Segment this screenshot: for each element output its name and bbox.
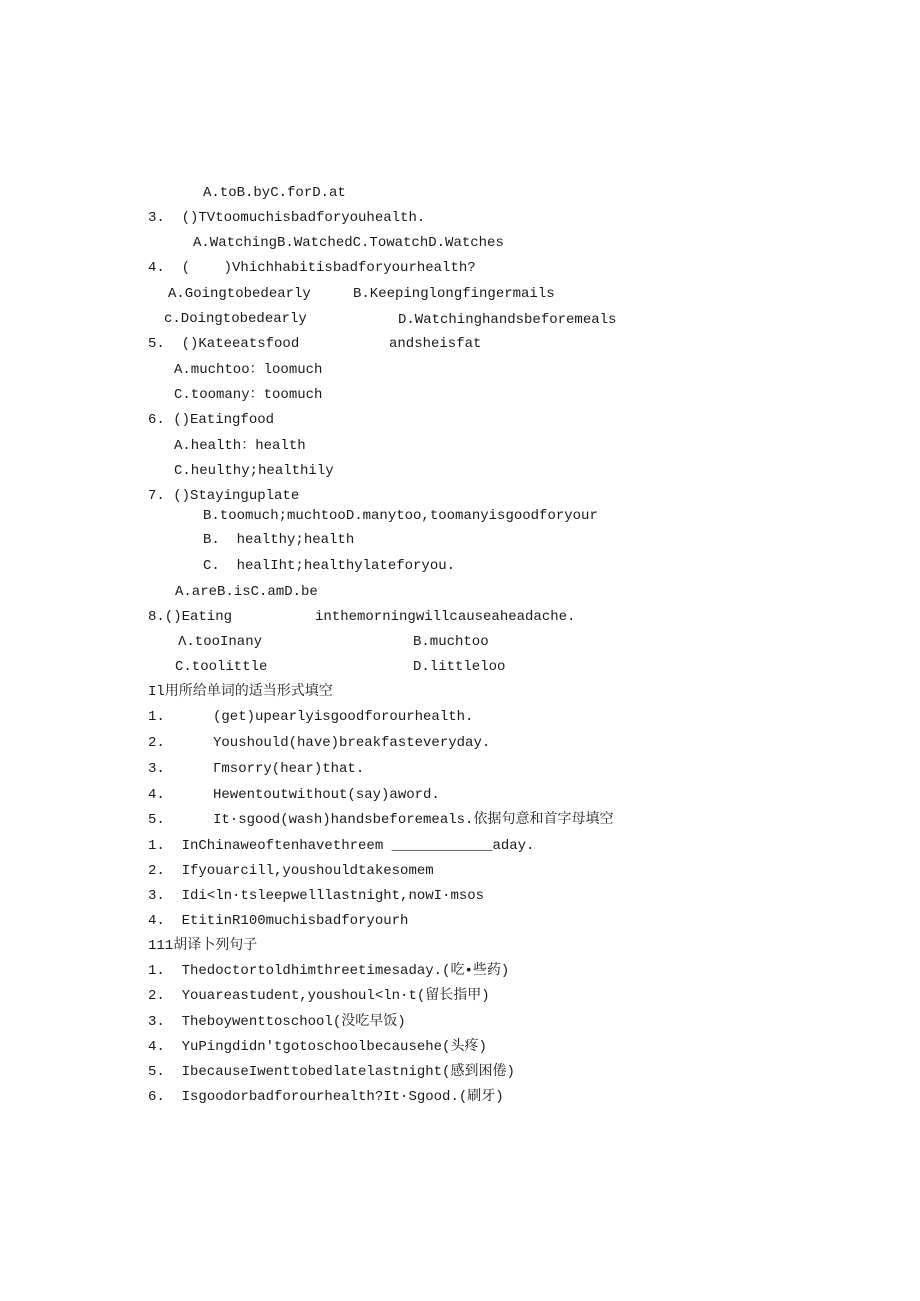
section2-item-text: It·sgood(wash)handsbeforemeals.依据句意和首字母填空 [213,812,614,828]
q6-option-c: C.heulthy;healthily [174,463,334,479]
section2-item-text: (get)upearlyisgoodforourhealth. [213,709,474,725]
fill-item: 2. Ifyouarcill,youshouldtakesomem [148,863,434,879]
q8-stem: 8.()Eating [148,609,233,625]
translate-item: 6. Isgoodorbadforourhealth?It·Sgood.(刷牙) [148,1089,504,1105]
section2-item-text: Hewentoutwithout(say)aword. [213,787,440,803]
section2-item-num: 2. [148,735,165,751]
section2-item-text: Γmsorry(hear)that. [213,761,365,777]
translate-item: 3. Theboywenttoschool(没吃早饭) [148,1014,406,1030]
section2-item-num: 3. [148,761,165,777]
q5-stem: 5. ()Kateeatsfood [148,336,300,352]
q3-stem: 3. ()TVtoomuchisbadforyouhealth. [148,210,426,226]
fill-item: 1. InChinaweoftenhavethreem ____________aday. [148,838,535,854]
q2-options: A.toB.byC.forD.at [203,185,346,201]
q7-option-c: C. healIht;healthylateforyou. [203,558,456,574]
translate-item: 4. YuPingdidn'tgotoschoolbecausehe(头疼) [148,1039,487,1055]
q8-option-b: B.muchtoo [413,634,489,650]
q7-stem: 7. ()Stayinguplate [148,488,300,504]
q8-stem-tail: inthemorningwillcauseaheadache. [315,609,576,625]
q4-stem: 4. ( )Vhichhabitisbadforyourhealth? [148,260,476,276]
q8-option-a: Λ.tooInany [178,634,263,650]
section3-title: 111胡译卜列句子 [148,938,258,954]
q4-option-c: c.Doingtobedearly [164,311,307,327]
translate-item: 1. Thedoctortoldhimthreetimesaday.(吃•些药) [148,963,510,979]
section2-item-num: 1. [148,709,165,725]
q6-option-a: A.health：health [174,438,306,454]
section2-title: Il用所给单词的适当形式填空 [148,684,333,700]
translate-item: 2. Youareastudent,youshoul<ln·t(留长指甲) [148,988,490,1004]
q5-stem-tail: andsheisfat [389,336,482,352]
section2-item-text: Youshould(have)breakfasteveryday. [213,735,491,751]
q6-stem: 6. ()Eatingfood [148,412,275,428]
q3-options: A.WatchingB.WatchedC.TowatchD.Watches [193,235,504,251]
q7-option-b2: B. healthy;health [203,532,355,548]
q8-option-d: D.littleloo [413,659,506,675]
q4-option-d: D.Watchinghandsbeforemeals [398,312,617,328]
q8-option-c: C.toolittle [175,659,268,675]
q5-option-a: A.muchtoo：loomuch [174,362,323,378]
q7-option-a: A.areB.isC.amD.be [175,584,318,600]
section2-item-num: 5. [148,812,165,828]
q4-option-b: B.Keepinglongfingermails [353,286,555,302]
section2-item-num: 4. [148,787,165,803]
q7-option-b1: B.toomuch;muchtooD.manytoo,toomanyisgoodforyour [203,508,598,524]
translate-item: 5. IbecauseIwenttobedlatelastnight(感到困倦) [148,1064,515,1080]
fill-item: 4. EtitinR100muchisbadforyourh [148,913,409,929]
q4-option-a: A.Goingtobedearly [168,286,311,302]
q5-option-c: C.toomany：toomuch [174,387,323,403]
fill-item: 3. Idi<ln·tsleepwelllastnight,nowI·msos [148,888,485,904]
